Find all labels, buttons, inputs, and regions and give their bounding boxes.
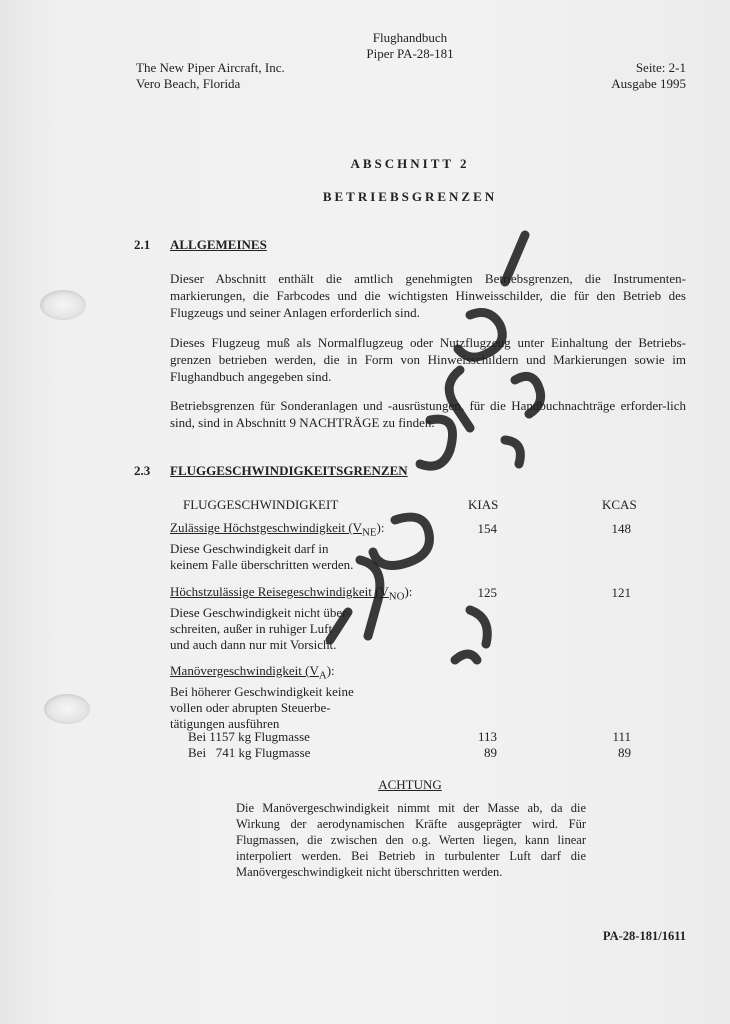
vno-description: Diese Geschwindigkeit nicht über-	[170, 604, 351, 620]
va-description: tätigungen ausführen	[170, 715, 280, 731]
manual-title-line1: Flughandbuch	[372, 30, 448, 45]
caution-text: Die Manövergeschwindigkeit nimmt mit der Masse ab, da die Wirkung der aerodynamischen Kräfte ausgeprägter wird. Für Flugmassen, die zwischen den o.g. Werten liegen, kann linear interpoliert werden. Bei Betrieb in turbulenter Luft darf die Manövergeschwindigkeit nicht überschritten werden.	[236, 801, 586, 879]
company-location: Vero Beach, Florida	[136, 76, 241, 91]
page-number: Seite: 2-1	[635, 60, 686, 75]
subsection-title: FLUGGESCHWINDIGKEITSGRENZEN	[170, 463, 408, 478]
document-id: PA-28-181/1611	[602, 929, 686, 943]
general-paragraph-2: Dieses Flugzeug muß als Normalflugzeug oder Nutzflugzeug unter Einhaltung der Betriebs-grenzen betrieben werden, die in Form von Hinweisschildern und Markierungen sowie im Flughandbuch angegeben sind.	[170, 335, 686, 384]
vne-kias: 154	[477, 521, 497, 536]
va-description: vollen oder abrupten Steuerbe-	[170, 699, 331, 715]
vno-description: schreiten, außer in ruhiger Luft	[170, 620, 333, 636]
general-paragraph-3: Betriebsgrenzen für Sonderanlagen und -ausrüstungen, für die Handbuchnachträge erforder-lich sind, sind in Abschnitt 9 NACHTRÄGE zu finden.	[170, 398, 686, 430]
column-header-kcas: KCAS	[602, 497, 637, 512]
general-paragraph-1: Dieser Abschnitt enthält die amtlich genehmigten Betriebsgrenzen, die Instrumenten-markierungen, die Farbcodes und die wichtigsten Hinweisschilder, die für den Betrieb des Flugzeugs und seiner Anlagen erforderlich sind.	[170, 271, 686, 320]
va-row-kcas: 89	[618, 745, 631, 760]
vno-kias: 125	[477, 585, 497, 600]
va-row-kias: 113	[477, 729, 497, 744]
caution-title: ACHTUNG	[378, 777, 442, 792]
va-description: Bei höherer Geschwindigkeit keine	[170, 683, 354, 699]
section-title: BETRIEBSGRENZEN	[322, 189, 498, 204]
va-row-label: Bei 1157 kg Flugmasse	[188, 729, 310, 744]
column-header-speed: FLUGGESCHWINDIGKEIT	[183, 497, 339, 512]
vno-kcas: 121	[611, 585, 631, 600]
vne-description: Diese Geschwindigkeit darf in	[170, 540, 329, 556]
edition: Ausgabe 1995	[611, 76, 686, 91]
section-number: ABSCHNITT 2	[350, 156, 470, 171]
subsection-number: 2.3	[134, 463, 151, 478]
va-row-kcas: 111	[612, 729, 631, 744]
va-title: Manövergeschwindigkeit $(V_A)$:	[170, 663, 335, 682]
subsection-title: ALLGEMEINES	[170, 237, 267, 252]
company-name: The New Piper Aircraft, Inc.	[136, 60, 285, 75]
subsection-number: 2.1	[134, 237, 151, 252]
column-header-kias: KIAS	[468, 497, 499, 512]
vno-title: Höchstzulässige Reisegeschwindigkeit $(V_{NO})$:	[170, 584, 413, 603]
vno-description: und auch dann nur mit Vorsicht.	[170, 636, 337, 652]
vne-kcas: 148	[611, 521, 631, 536]
va-row-kias: 89	[484, 745, 497, 760]
vne-title: Zulässige Höchstgeschwindigkeit $(V_{NE})$:	[170, 520, 385, 539]
vne-description: keinem Falle überschritten werden.	[170, 556, 354, 572]
manual-title-line2: Piper PA-28-181	[366, 46, 454, 61]
va-row-label: Bei 741 kg Flugmasse	[188, 745, 311, 760]
